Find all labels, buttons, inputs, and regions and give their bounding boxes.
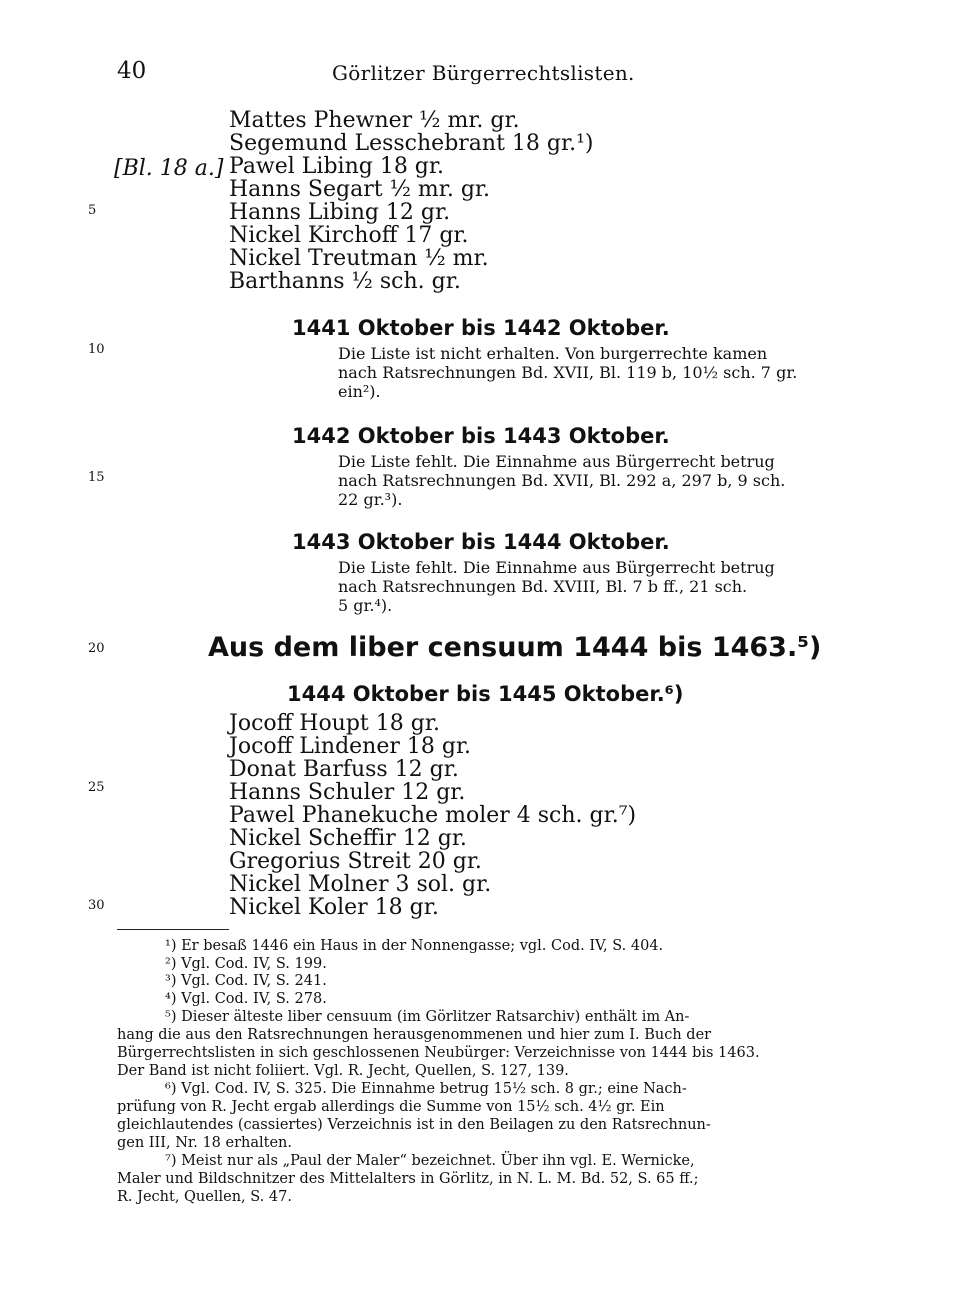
footnote-line: prüfung von R. Jecht ergab allerdings die Summe von 15½ sch. 4½ gr. Ein [117,1099,665,1115]
list-item: Nickel Treutman ½ mr. [229,246,489,271]
main-heading: Aus dem liber censuum 1444 bis 1463.⁵) [208,632,822,663]
footnote-line: Maler und Bildschnitzer des Mittelalters in Görlitz, in N. L. M. Bd. 52, S. 65 ff.; [117,1171,699,1187]
list-item: Nickel Scheffir 12 gr. [229,826,467,851]
footnote-line: hang die aus den Ratsrechnungen herausgenommenen und hier zum I. Buch der [117,1027,712,1043]
line-number: 5 [88,203,97,218]
section-note-line: Die Liste ist nicht erhalten. Von burgerrechte kamen [338,344,768,363]
footnote-line: gleichlautendes (cassiertes) Verzeichnis ist in den Beilagen zu den Ratsrechnun- [117,1117,711,1133]
footnote-line: Bürgerrechtslisten in sich geschlossenen Neubürger: Verzeichnisse von 1444 bis 1463. [117,1045,760,1061]
page-number: 40 [117,58,147,84]
section-note-line: Die Liste fehlt. Die Einnahme aus Bürgerrecht betrug [338,452,775,471]
section-note-line: 22 gr.³). [338,490,403,509]
section-note-line: Die Liste fehlt. Die Einnahme aus Bürgerrecht betrug [338,558,775,577]
list-item: Jocoff Lindener 18 gr. [229,734,472,759]
section-heading: 1443 Oktober bis 1444 Oktober. [292,530,670,554]
line-number: 15 [88,470,105,485]
list-item: Donat Barfuss 12 gr. [229,757,459,782]
footnote-line: gen III, Nr. 18 erhalten. [117,1135,293,1151]
list-item: Hanns Schuler 12 gr. [229,780,466,805]
list-item: Hanns Libing 12 gr. [229,200,451,225]
section-note-line: nach Ratsrechnungen Bd. XVII, Bl. 292 a, 297 b, 9 sch. [338,471,786,490]
footnote-line: ²) Vgl. Cod. IV, S. 199. [165,956,327,972]
running-title: Görlitzer Bürgerrechtslisten. [332,61,635,85]
margin-folio-note: [Bl. 18 a.] [114,156,224,181]
section-note-line: nach Ratsrechnungen Bd. XVIII, Bl. 7 b ff., 21 sch. [338,577,748,596]
footnote-line: ⁷) Meist nur als „Paul der Maler“ bezeichnet. Über ihn vgl. E. Wernicke, [165,1153,695,1169]
list-item: Pawel Phanekuche moler 4 sch. gr.⁷) [229,803,637,828]
line-number: 30 [88,898,105,913]
footnote-line: Der Band ist nicht foliiert. Vgl. R. Jecht, Quellen, S. 127, 139. [117,1063,569,1079]
section-note-line: nach Ratsrechnungen Bd. XVII, Bl. 119 b, 10½ sch. 7 gr. [338,363,798,382]
list-item: Nickel Kirchoff 17 gr. [229,223,469,248]
list-item: Nickel Koler 18 gr. [229,895,439,920]
footnote-divider [117,929,229,930]
list-item: Jocoff Houpt 18 gr. [229,711,440,736]
list-item: Barthanns ½ sch. gr. [229,269,461,294]
line-number: 10 [88,342,105,357]
footnote-line: ⁴) Vgl. Cod. IV, S. 278. [165,991,327,1007]
footnote-line: ⁵) Dieser älteste liber censuum (im Görlitzer Ratsarchiv) enthält im An- [165,1009,690,1025]
list-item: Mattes Phewner ½ mr. gr. [229,108,520,133]
list-item: Hanns Segart ½ mr. gr. [229,177,491,202]
section-note-line: 5 gr.⁴). [338,596,393,615]
footnote-line: ³) Vgl. Cod. IV, S. 241. [165,973,327,989]
sub-heading: 1444 Oktober bis 1445 Oktober.⁶) [287,682,684,706]
footnote-line: ⁶) Vgl. Cod. IV, S. 325. Die Einnahme betrug 15½ sch. 8 gr.; eine Nach- [165,1081,687,1097]
footnote-line: R. Jecht, Quellen, S. 47. [117,1189,292,1205]
list-item: Nickel Molner 3 sol. gr. [229,872,492,897]
line-number: 25 [88,780,105,795]
section-note-line: ein²). [338,382,381,401]
footnote-line: ¹) Er besaß 1446 ein Haus in der Nonnengasse; vgl. Cod. IV, S. 404. [165,938,664,954]
line-number: 20 [88,641,105,656]
section-heading: 1442 Oktober bis 1443 Oktober. [292,424,670,448]
list-item: Segemund Lesschebrant 18 gr.¹) [229,131,594,156]
section-heading: 1441 Oktober bis 1442 Oktober. [292,316,670,340]
list-item: Gregorius Streit 20 gr. [229,849,482,874]
list-item: Pawel Libing 18 gr. [229,154,444,179]
